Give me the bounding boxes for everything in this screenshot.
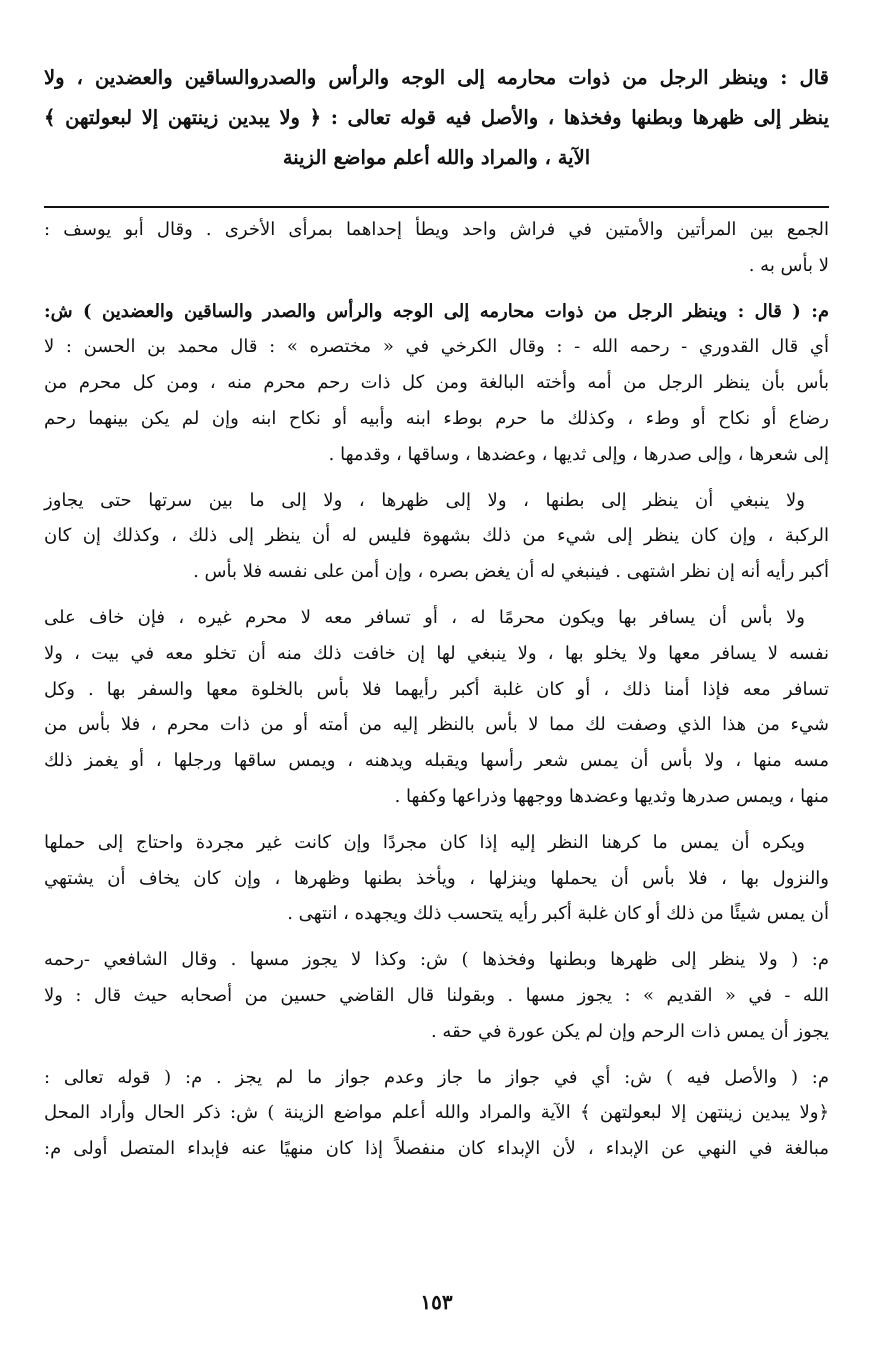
commentary-line: شيء من هذا الذي وصفت لك مما لا بأس بالنظر إليه من أمته أو من ذات محرم ، فلا بأس من: [44, 714, 829, 736]
commentary-line: أكبر رأيه أنه إن نظر اشتهى . فينبغي له أن يغض بصره ، وإن أمن على نفسه فلا بأس .: [193, 561, 829, 583]
commentary-line: رضاع أو نكاح أو وطء ، وكذلك ما حرم بوطء ابنه وأبيه أو نكاح ابنه وإن لم يكن بينهما رحم: [44, 407, 829, 429]
commentary-line: مبالغة في النهي عن الإبداء ، لأن الإبداء كان منفصلاً إذا كان منهيًا عنه فإبداء المتصل أولى م:: [44, 1138, 829, 1160]
commentary-line: الركبة ، وإن كان ينظر إلى شيء من ذلك بشهوة فليس له أن ينظر إلى ذلك ، وكذلك إن كان: [44, 525, 829, 547]
commentary-block: [44, 212, 829, 1177]
commentary-line: أي قال القدوري - رحمه الله - : وقال الكرخي في « مختصره » : قال محمد بن الحسن : لا: [44, 336, 829, 358]
main-text-block: [44, 58, 829, 178]
commentary-line: والنزول بها ، فلا بأس أن يحملها وينزلها ، ويأخذ بطنها وظهرها ، وإن كان يخاف أن يشتهي: [44, 867, 829, 889]
commentary-line: ويكره أن يمس ما كرهنا النظر إليه إذا كان مجردًا وإن كانت غير مجردة واحتاج إلى حملها: [44, 831, 805, 853]
commentary-line: منها ، ويمس صدرها وثديها وعضدها ووجهها وذراعها وكفها .: [394, 785, 829, 807]
commentary-paragraph: [44, 600, 829, 815]
commentary-line: م: ( والأصل فيه ) ش: أي في جواز ما جاز وعدم جواز ما لم يجز . م: ( قوله تعالى :: [44, 1066, 829, 1088]
commentary-line: نفسه لا يسافر معها ولا يخلو بها ، ولا ينبغي لها إن خافت ذلك منه أن تخلو معه في بيت ، ولا: [44, 642, 829, 664]
commentary-line: الله - في « القديم » : يجوز مسها . وبقولنا قال القاضي حسين من أصحابه حيث قال : ولا: [44, 984, 829, 1006]
main-text-line: قال : وينظر الرجل من ذوات محارمه إلى الوجه والرأس والصدروالساقين والعضدين ، ولا: [44, 66, 829, 89]
commentary-line: ولا بأس أن يسافر بها ويكون محرمًا له ، أو تسافر معه لا محرم غيره ، فإن خاف على: [44, 606, 805, 628]
commentary-paragraph: [44, 294, 829, 473]
commentary-line: ولا ينبغي أن ينظر إلى بطنها ، ولا إلى ظهرها ، ولا إلى ما بين سرتها حتى يجاوز: [44, 489, 805, 511]
main-text-line: ينظر إلى ظهرها وبطنها وفخذها ، والأصل فيه قوله تعالى : ﴿ ولا يبدين زينتهن إلا لبعولتهن ﴾: [44, 106, 829, 129]
commentary-paragraph: [44, 483, 829, 590]
commentary-line: إلى شعرها ، وإلى صدرها ، وإلى ثديها ، وعضدها ، وساقها ، وقدمها .: [328, 443, 829, 465]
commentary-line: أن يمس شيئًا من ذلك أو كان غلبة أكبر رأيه يتحسب ذلك ويجهده ، انتهى .: [287, 903, 829, 925]
page-number: ١٥٣: [420, 1290, 453, 1314]
commentary-line: لا بأس به .: [748, 254, 829, 276]
commentary-paragraph: [44, 212, 829, 284]
commentary-line: الجمع بين المرأتين والأمتين في فراش واحد ويطأ إحداهما بمرأى الأخرى . وقال أبو يوسف :: [44, 219, 829, 240]
main-text-line: الآية ، والمراد والله أعلم مواضع الزينة: [282, 146, 591, 169]
commentary-paragraph: [44, 942, 829, 1049]
commentary-line: بأس بأن ينظر الرجل من أمه وأخته البالغة ومن كل ذات رحم محرم منه ، ومن كل محرم من: [44, 372, 829, 394]
commentary-line: تسافر معه فإذا أمنا ذلك ، أو كان غلبة أكبر رأيهما فلا بأس بالخلوة معها والسفر بها . وكل: [44, 678, 829, 700]
commentary-paragraph: [44, 825, 829, 932]
commentary-paragraph: [44, 1060, 829, 1167]
commentary-line: م: ( قال : وينظر الرجل من ذوات محارمه إلى الوجه والرأس والصدر والساقين والعضدين ) ش:: [44, 300, 829, 322]
commentary-line: مسه منها ، ولا بأس أن يمس شعر رأسها ويقبله ويدهنه ، ويمس ساقها ورجلها ، أو يغمز ذلك: [44, 750, 829, 772]
separator-rule: [44, 206, 829, 208]
commentary-line: م: ( ولا ينظر إلى ظهرها وبطنها وفخذها ) ش: وكذا لا يجوز مسها . وقال الشافعي -رحمه: [44, 949, 829, 971]
commentary-line: ﴿ولا يبدين زينتهن إلا لبعولتهن ﴾ الآية والمراد والله أعلم مواضع الزينة ) ش: ذكر الحال وأراد المحل: [44, 1102, 829, 1124]
commentary-line: يجوز أن يمس ذات الرحم وإن لم يكن عورة في حقه .: [430, 1020, 829, 1042]
